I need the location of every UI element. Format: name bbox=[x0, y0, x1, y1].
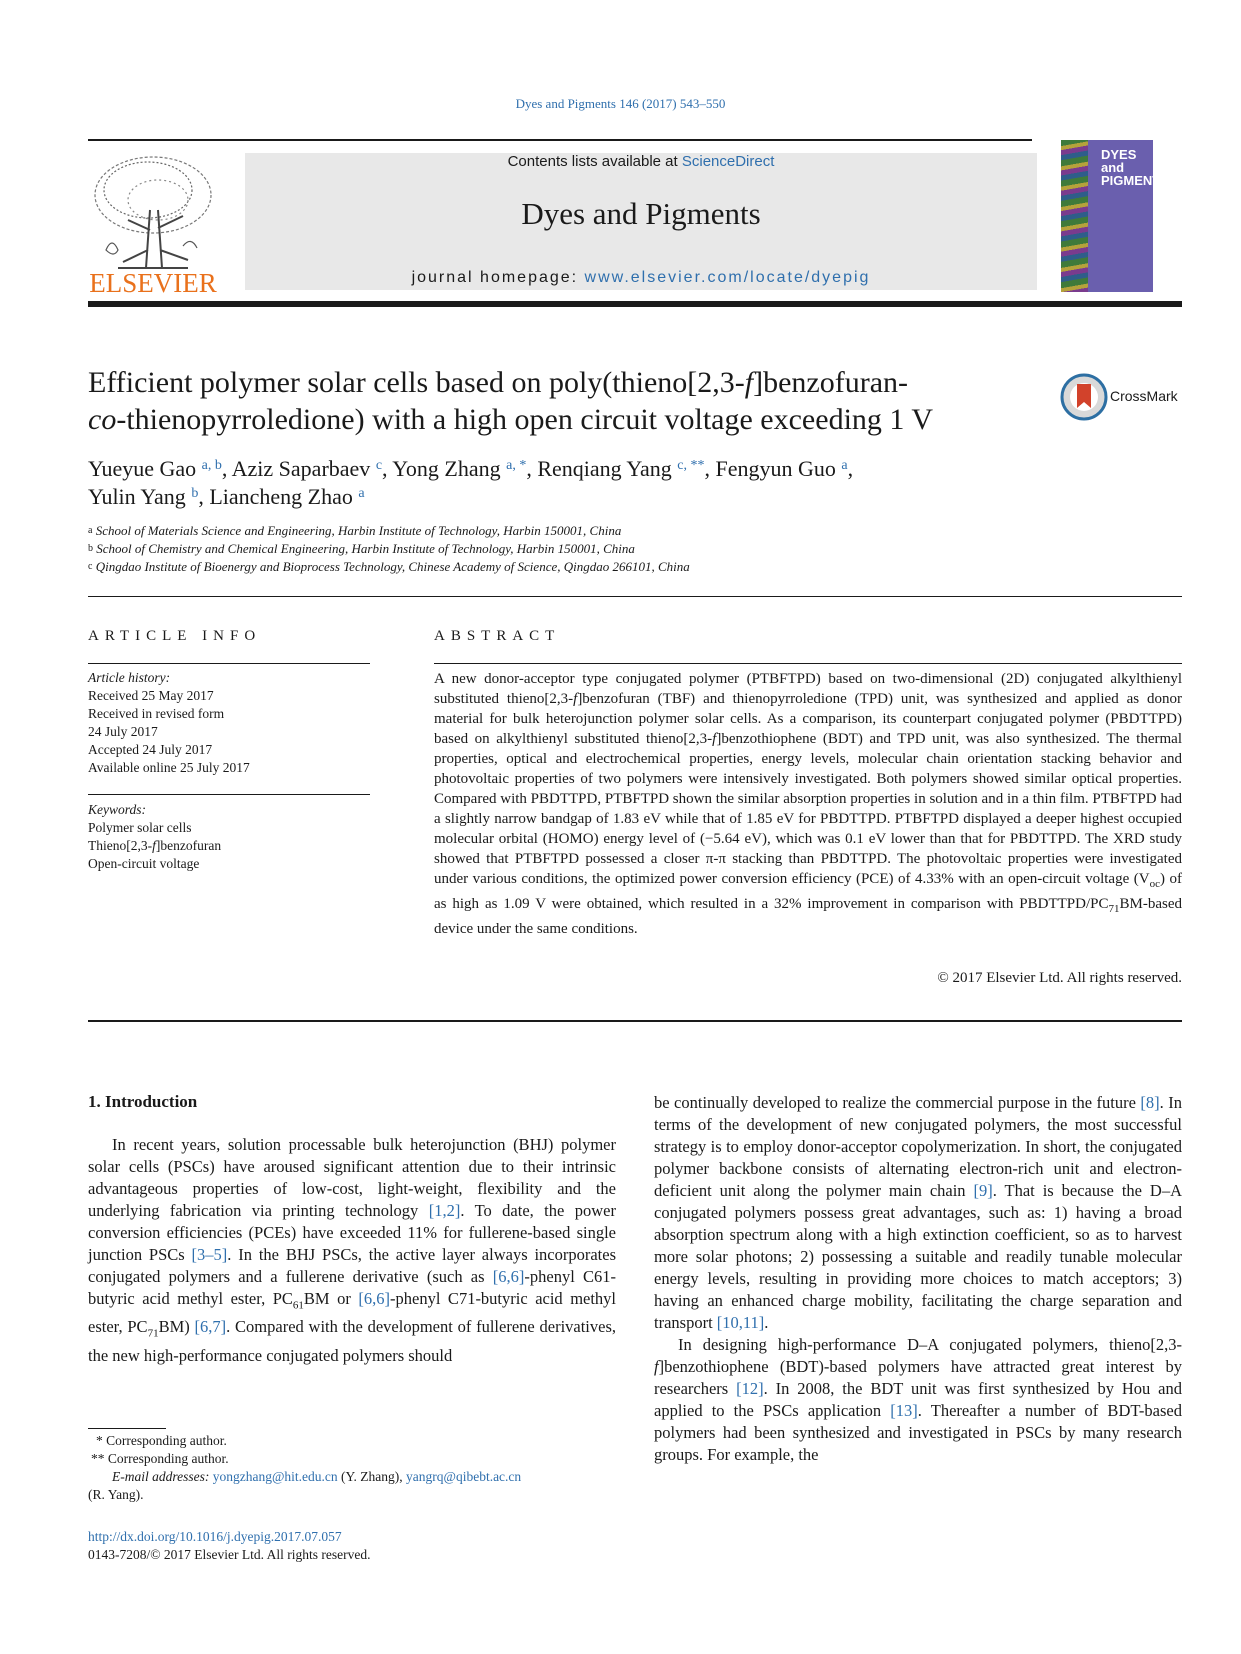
history-item: Received in revised form bbox=[88, 706, 225, 721]
keyword-item: Polymer solar cells bbox=[88, 820, 192, 835]
contents-prefix: Contents lists available at bbox=[507, 153, 682, 170]
homepage-link[interactable]: www.elsevier.com/locate/dyepig bbox=[584, 269, 871, 286]
article-info-heading: ARTICLE INFO bbox=[88, 628, 262, 644]
citation-ref[interactable]: [1,2] bbox=[428, 1201, 461, 1220]
author-name: Liancheng Zhao bbox=[209, 484, 353, 509]
abstract-heading: ABSTRACT bbox=[434, 628, 561, 644]
keywords bbox=[88, 801, 370, 873]
citation-ref[interactable]: [6,6] bbox=[492, 1267, 525, 1286]
author-affil-mark[interactable]: c bbox=[375, 458, 383, 473]
author-name: Fengyun Guo bbox=[715, 456, 836, 481]
cover-title: DYES and PIGMENTS bbox=[1101, 147, 1169, 188]
author-name: Yulin Yang bbox=[88, 484, 186, 509]
sciencedirect-link[interactable]: ScienceDirect bbox=[681, 153, 775, 170]
email-label: E-mail addresses: bbox=[112, 1469, 213, 1484]
homepage-line bbox=[245, 269, 1037, 287]
author-affil-mark[interactable]: c, ** bbox=[677, 458, 705, 473]
paragraph: be continually developed to realize the commercial purpose in the future [8]. In terms of the development of new conjugated polymers, the most successful strategy is to employ donor-acceptor copolymerization. In short, the conjugated polymer backbone consists of alternating electron-rich unit and electron-deficient unit along the polymer main chain [9]. That is because the D–A conjugated polymers possess great advantages, such as: 1) having a broad absorption spectrum along with a high extinction coefficient, so as to harvest more solar photons; 2) possessing a suitable and readily tunable molecular energy levels, resulting in providing more choices to match acceptors; 3) having an enhanced charge mobility, facilitating the charge separation and transport [10,11]. bbox=[654, 1093, 1182, 1332]
footnote-emails bbox=[88, 1468, 616, 1486]
history-item: Received 25 May 2017 bbox=[88, 688, 214, 703]
header-thick-rule bbox=[88, 301, 1182, 307]
journal-cover-image bbox=[1061, 140, 1169, 292]
journal-citation[interactable]: Dyes and Pigments 146 (2017) 543–550 bbox=[515, 96, 726, 111]
crossmark-label[interactable]: CrossMark bbox=[1110, 388, 1178, 404]
footnote-corresponding-1: * Corresponding author. bbox=[96, 1433, 227, 1448]
abstract-copyright: © 2017 Elsevier Ltd. All rights reserved. bbox=[937, 970, 1182, 986]
body-rule bbox=[88, 1020, 1182, 1022]
author-affil-mark[interactable]: a, * bbox=[506, 458, 527, 473]
footnotes bbox=[88, 1432, 616, 1504]
affiliation-item: $^b$ School of Chemistry and Chemical Engineering, Harbin Institute of Technology, Harbin 150001, China bbox=[88, 541, 635, 556]
author-affil-mark[interactable]: a, b bbox=[201, 458, 222, 473]
history-item: 24 July 2017 bbox=[88, 724, 158, 739]
email-link[interactable]: yongzhang@hit.edu.cn bbox=[212, 1469, 338, 1484]
keyword-item: Open-circuit voltage bbox=[88, 856, 200, 871]
article-info-rule bbox=[88, 663, 370, 664]
affiliation-item: $^a$ School of Materials Science and Engineering, Harbin Institute of Technology, Harbin 150001, China bbox=[88, 523, 622, 538]
issn-copyright: 0143-7208/© 2017 Elsevier Ltd. All rights reserved. bbox=[88, 1547, 371, 1562]
author-name: Renqiang Yang bbox=[537, 456, 672, 481]
history-item: Available online 25 July 2017 bbox=[88, 760, 250, 775]
header-rule bbox=[88, 139, 1032, 141]
email-owner: (R. Yang). bbox=[88, 1487, 144, 1502]
homepage-prefix: journal homepage: bbox=[411, 269, 585, 286]
email-link[interactable]: yangrq@qibebt.ac.cn bbox=[406, 1469, 522, 1484]
abstract-text: A new donor-acceptor type conjugated polymer (PTBFTPD) based on two-dimensional (2D) conjugated alkylthienyl substituted thieno[2,3-f]benzofuran (TBF) and thienopyrroledione (TPD) unit, was synthesized and applied as donor material for bulk heterojunction polymer solar cells. As a comparison, its counterpart conjugated polymer (PBDTTPD) based on alkylthienyl substituted thieno[2,3-f]benzothiophene (BDT) and TPD unit, was also synthesized. The thermal properties, optical and electrochemical properties, energy levels, molecular chain orientation stacking behavior and photovoltaic properties of two polymers were intensively investigated. Both polymers showed similar optical properties. Compared with PBDTTPD, PTBFTPD shown the similar absorption properties in solution and in a thin film. PTBFTPD had a slightly narrow bandgap of 1.83 eV while that of 1.85 eV for PBDTTPD. PTBFTPD displayed a deeper highest occupied molecular orbital (HOMO) energy level of (−5.64 eV), which was 0.1 eV lower than that for PBDTTPD. The XRD study showed that PTBFTPD possessed a closer π-π stacking than PBDTTPD. The photovoltaic properties were investigated under various conditions, the optimized power conversion efficiency (PCE) of 4.33% with an open-circuit voltage $(V_{oc})$ of as high as 1.09 V were obtained, which resulted in a 32% improvement in comparison with PBDTTPD/$PC_{71}BM$-based device under the same conditions. bbox=[434, 671, 1182, 937]
author-name: Yueyue Gao bbox=[88, 456, 197, 481]
keywords-label: Keywords: bbox=[88, 802, 146, 817]
email-owner: (Y. Zhang), bbox=[337, 1469, 407, 1484]
keywords-rule bbox=[88, 794, 370, 795]
author-name: Aziz Saparbaev bbox=[231, 456, 371, 481]
section-heading: 1. Introduction bbox=[88, 1092, 198, 1111]
paragraph: In designing high-performance D–A conjugated polymers, thieno[2,3-f]benzothiophene (BDT)-based polymers have attracted great interest by researchers [12]. In 2008, the BDT unit was first synthesized by Hou and applied to the PSCs application [13]. Thereafter a number of BDT-based polymers had been synthesized and investigated in PSCs by many research groups. For example, the bbox=[654, 1335, 1183, 1464]
history-label: Article history: bbox=[88, 670, 171, 685]
citation-ref[interactable]: [6,7] bbox=[194, 1317, 227, 1337]
paragraph: In recent years, solution processable bulk heterojunction (BHJ) polymer solar cells (PSCs) have aroused significant attention due to their intrinsic advantageous properties of low-cost, light-weight, flexibility and the underlying fabrication via printing technology [1,2]. To date, the power conversion efficiencies (PCEs) have exceeded 11% for fullerene-based single junction PSCs [3–5]. In the BHJ PSCs, the active layer always incorporates conjugated polymers and a fullerene derivative (such as [6,6]-phenyl C61-butyric acid methyl ester, $PC_{61}BM$ or [6,6]-phenyl C71-butyric acid methyl ester, $PC_{71}BM$) [6,7]. Compared with the development of fullerene derivatives, the new high-performance conjugated polymers should bbox=[88, 1135, 617, 1365]
elsevier-wordmark: ELSEVIER bbox=[89, 268, 217, 298]
body-column-left bbox=[88, 1134, 616, 1367]
section-rule bbox=[88, 596, 1182, 597]
author-name: Yong Zhang bbox=[392, 456, 501, 481]
history-item: Accepted 24 July 2017 bbox=[88, 742, 213, 757]
author-affil-mark[interactable]: a bbox=[358, 486, 365, 501]
cover-pattern bbox=[1061, 140, 1088, 292]
citation-ref[interactable]: [12] bbox=[736, 1379, 764, 1398]
citation-ref[interactable]: [8] bbox=[1140, 1093, 1160, 1112]
author-affil-mark[interactable]: a bbox=[841, 458, 848, 473]
doi-text[interactable]: http://dx.doi.org/10.1016/j.dyepig.2017.07.057 bbox=[88, 1529, 342, 1544]
citation-ref[interactable]: [13] bbox=[890, 1401, 918, 1420]
citation-ref[interactable]: [10,11] bbox=[716, 1313, 765, 1332]
article-history bbox=[88, 669, 370, 777]
journal-name: Dyes and Pigments bbox=[521, 196, 761, 231]
article-title: Efficient polymer solar cells based on poly(thieno[2,3-f]benzofuran- co-thienopyrroledione) with a high open circuit voltage exceeding 1 V bbox=[88, 366, 934, 436]
contents-line bbox=[245, 153, 1037, 170]
affiliations bbox=[88, 522, 1188, 576]
author-list: Yueyue Gao $^{a, b}$, Aziz Saparbaev $^c$, Yong Zhang $^{a, *}$, Renqiang Yang $^{c, **}$, Fengyun Guo $^a$, Yulin Yang $^b$, Liancheng Zhao $^a$ bbox=[88, 456, 854, 509]
body-column-right bbox=[654, 1092, 1182, 1466]
author-affil-mark[interactable]: b bbox=[191, 486, 199, 501]
affiliation-item: $^c$ Qingdao Institute of Bioenergy and Bioprocess Technology, Chinese Academy of Science, Qingdao 266101, China bbox=[88, 559, 690, 574]
citation-ref[interactable]: [3–5] bbox=[191, 1245, 228, 1264]
citation-ref[interactable]: [6,6] bbox=[358, 1289, 391, 1308]
footnote-rule bbox=[88, 1428, 166, 1429]
abstract-rule bbox=[434, 663, 1182, 664]
keyword-item: Thieno[2,3-f]benzofuran bbox=[88, 838, 222, 853]
doi-link[interactable] bbox=[88, 1528, 342, 1546]
footnote-corresponding-2: ** Corresponding author. bbox=[91, 1451, 229, 1466]
citation-ref[interactable]: [9] bbox=[973, 1181, 993, 1200]
